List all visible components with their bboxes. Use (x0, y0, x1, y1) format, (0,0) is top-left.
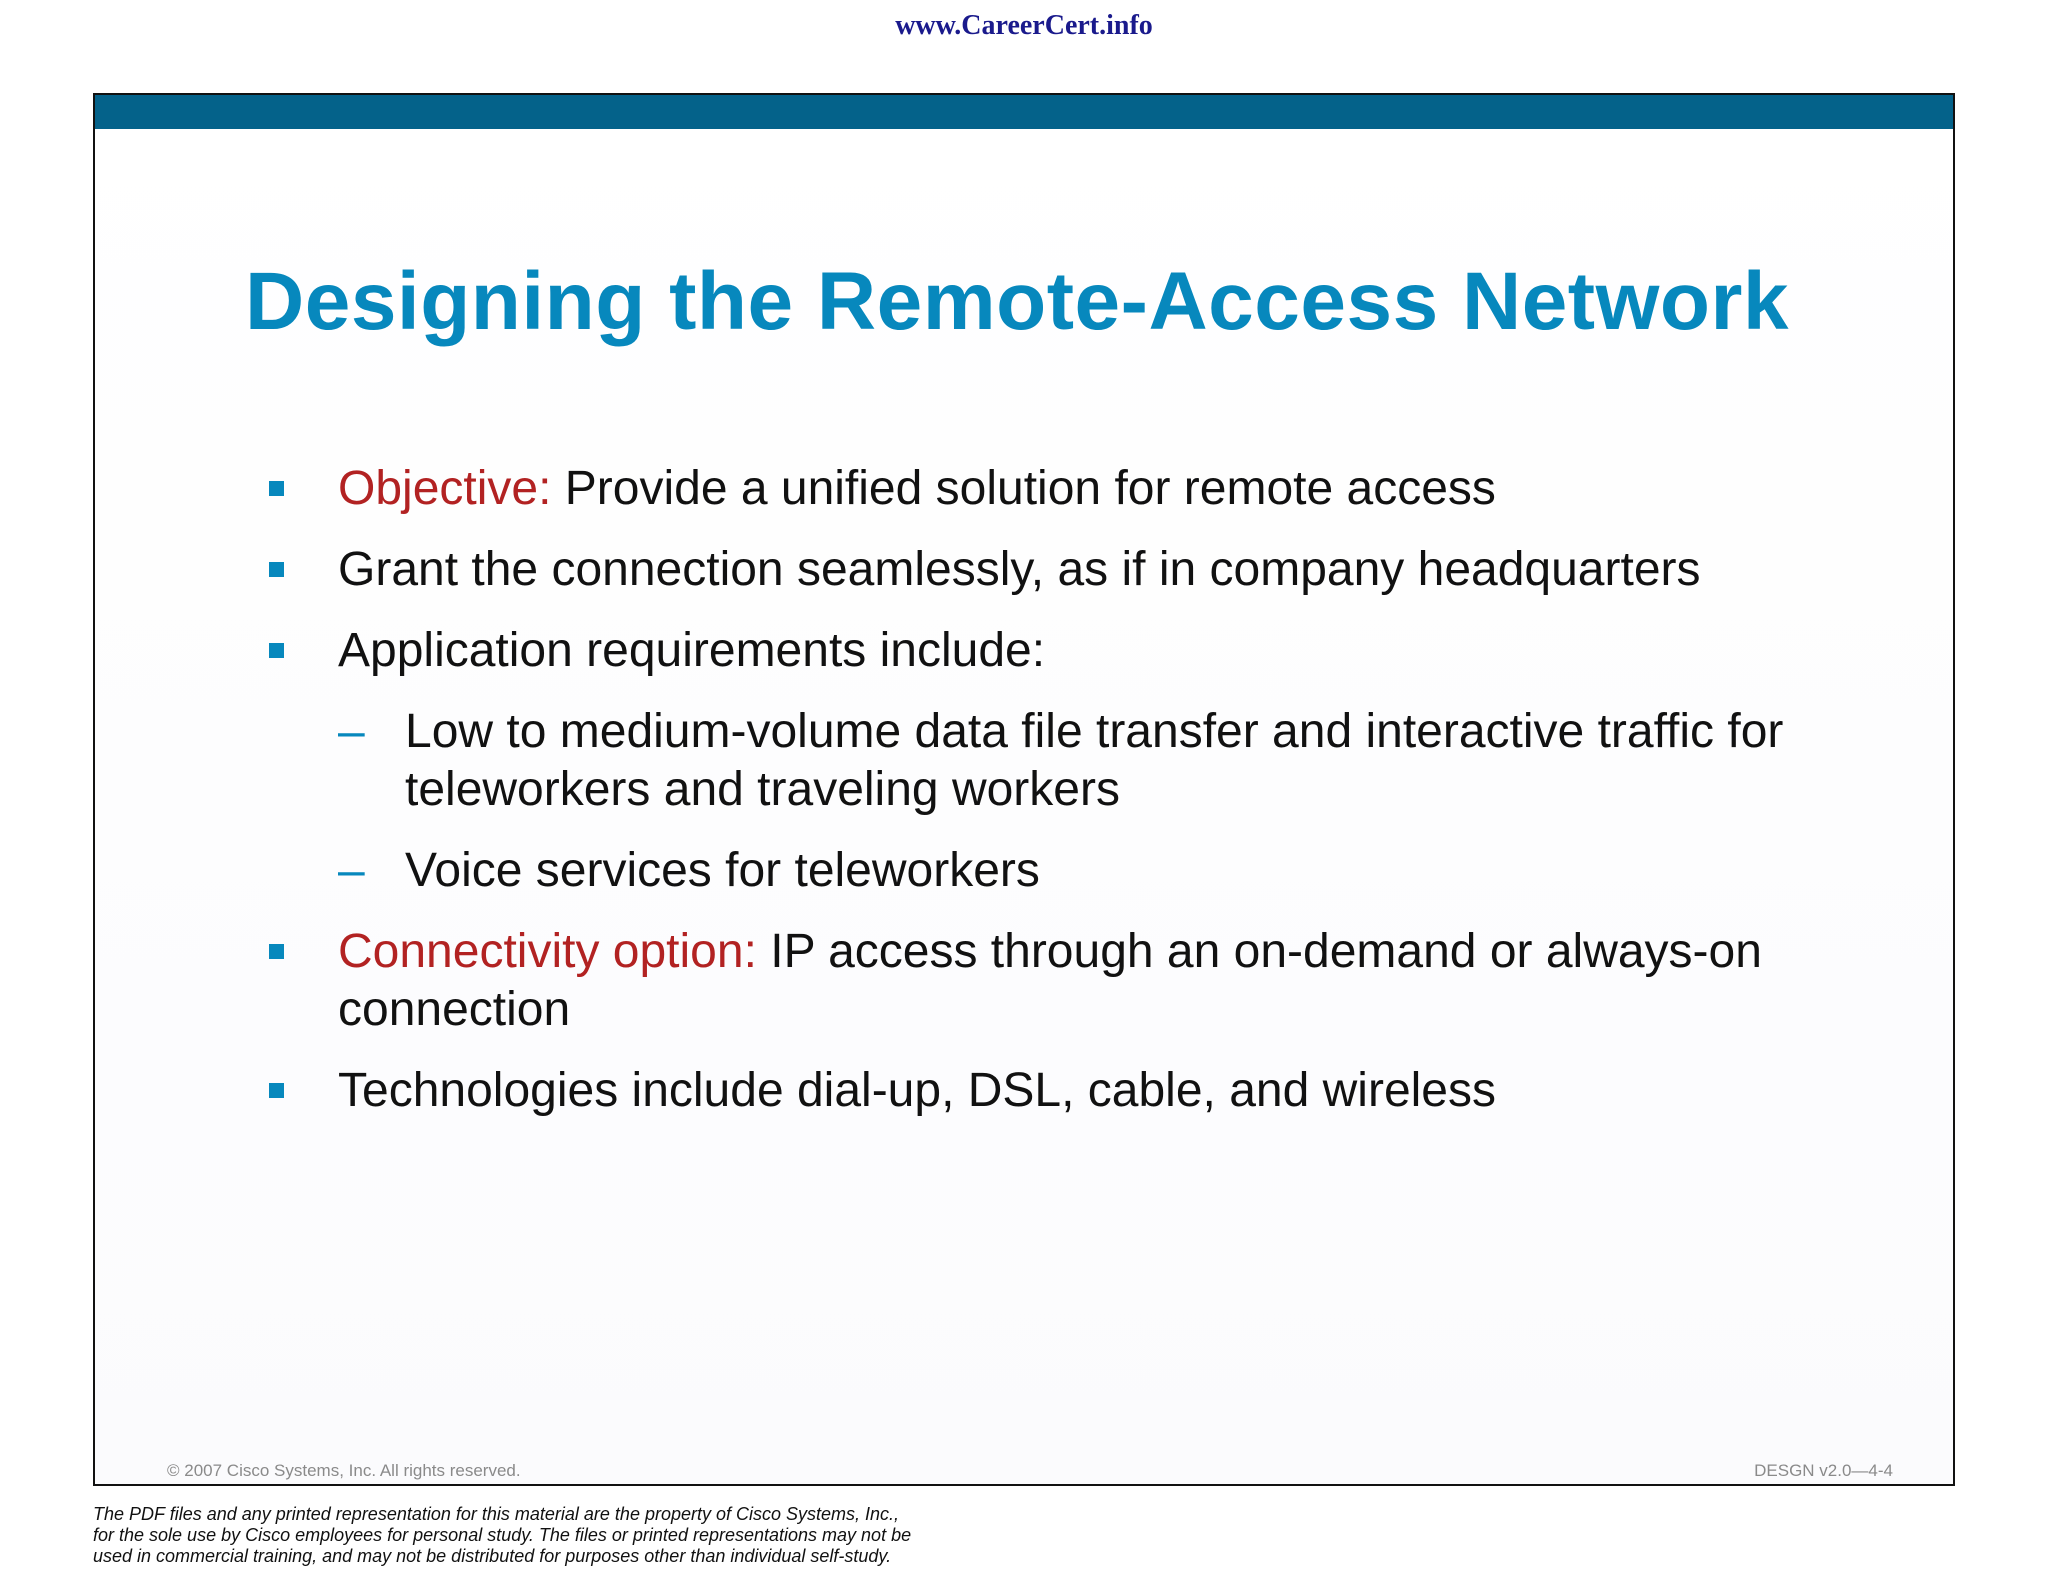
square-bullet-icon (269, 562, 284, 577)
dash-bullet-icon: – (338, 705, 365, 758)
bullet-text: Application requirements include: (338, 624, 1046, 677)
copyright-notice: © 2007 Cisco Systems, Inc. All rights reserved. (167, 1461, 521, 1480)
slide-top-bar (95, 95, 1953, 129)
bullet-text: Technologies include dial-up, DSL, cable, and wireless (338, 1064, 1496, 1117)
bullet-application-requirements (265, 622, 1825, 680)
bullet-label: Connectivity option: (338, 925, 757, 978)
sub-bullet-text: Voice services for teleworkers (405, 844, 1040, 897)
slide-frame (93, 93, 1955, 1486)
dash-bullet-icon: – (338, 844, 365, 897)
bullet-connectivity-option (265, 923, 1825, 1039)
square-bullet-icon (269, 1083, 284, 1098)
disclaimer-line: used in commercial training, and may not be distributed for purposes other than individual self-study. (93, 1546, 892, 1566)
slide-number: DESGN v2.0—4-4 (1754, 1461, 1893, 1480)
disclaimer-line: The PDF files and any printed representation for this material are the property of Cisco Systems, Inc., (93, 1504, 900, 1524)
square-bullet-icon (269, 643, 284, 658)
slide-title: Designing the Remote-Access Network (245, 256, 1789, 347)
bullet-objective (265, 460, 1825, 518)
sub-bullet-data-transfer (265, 703, 1825, 819)
site-url[interactable]: www.CareerCert.info (895, 10, 1153, 41)
disclaimer (93, 1504, 1193, 1567)
bullet-technologies (265, 1062, 1825, 1120)
sub-bullet-text: Low to medium-volume data file transfer and interactive traffic for teleworkers and traveling workers (405, 705, 1784, 816)
bullet-text: Grant the connection seamlessly, as if in company headquarters (338, 543, 1701, 596)
bullet-text: Provide a unified solution for remote access (551, 462, 1496, 515)
bullet-text: IP access through an on-demand or always-on connection (338, 925, 1762, 1036)
bullet-grant-connection (265, 541, 1825, 599)
bullet-list (265, 460, 1825, 1143)
bullet-label: Objective: (338, 462, 552, 515)
square-bullet-icon (269, 481, 284, 496)
sub-bullet-voice (265, 842, 1825, 900)
square-bullet-icon (269, 944, 284, 959)
disclaimer-line: for the sole use by Cisco employees for personal study. The files or printed representations may not be (93, 1525, 912, 1545)
